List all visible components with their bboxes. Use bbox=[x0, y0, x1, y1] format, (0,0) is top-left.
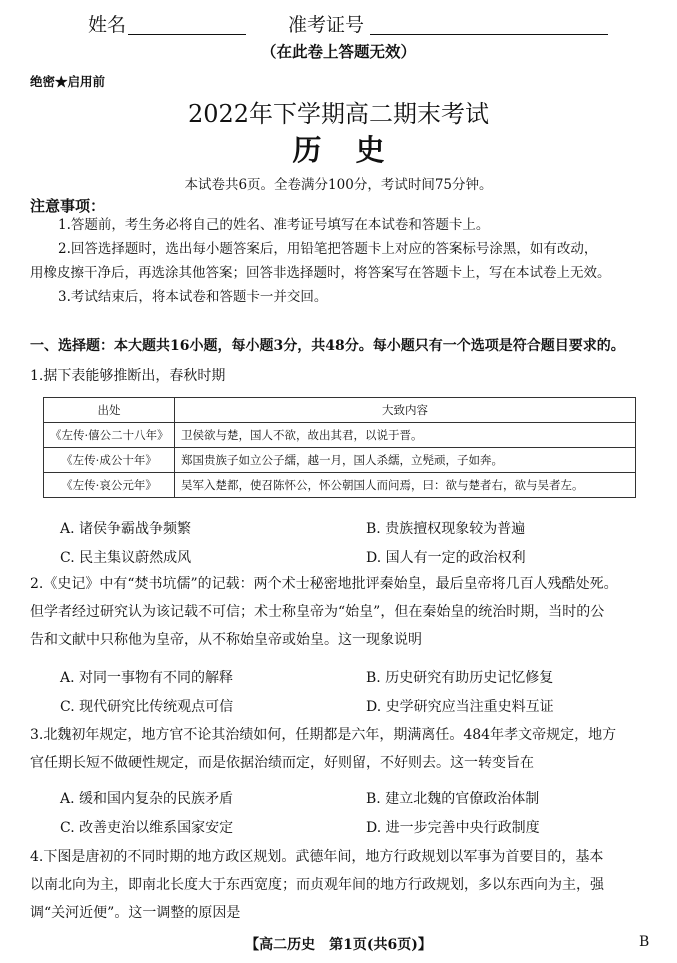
table-cell-source: 《左传·哀公元年》 bbox=[44, 473, 175, 498]
question-4-stem bbox=[30, 843, 658, 927]
note-text: 用橡皮擦干净后，再选涂其他答案；回答非选择题时，将答案写在答题卡上，写在本试卷上无效。 bbox=[30, 265, 611, 281]
table-cell-source: 《左传·僖公二十八年》 bbox=[44, 423, 175, 448]
section-heading: 一、选择题：本大题共16小题，每小题3分，共48分。每小题只有一个选项是符合题目要求的。 bbox=[30, 338, 625, 354]
q1-option-a: A. 诸侯争霸战争频繁 bbox=[60, 521, 192, 537]
table-header-content: 大致内容 bbox=[175, 398, 636, 423]
note-item bbox=[30, 238, 660, 260]
question-line: 3.北魏初年规定，地方官不论其治绩如何，任期都是六年，期满离任。484年孝文帝规定，地方 bbox=[30, 727, 617, 743]
question-line: 官任期长短不做硬性规定，而是依据治绩而定，好则留，不好则去。这一转变旨在 bbox=[30, 755, 534, 771]
q1-option-b: B. 贵族擅权现象较为普遍 bbox=[366, 521, 526, 537]
version-mark: B bbox=[639, 934, 650, 950]
table-cell-source: 《左传·成公十年》 bbox=[44, 448, 175, 473]
name-label: 姓名 bbox=[88, 14, 127, 36]
table-cell-content: 郑国贵族子如立公子繻，越一月，国人杀繻，立髡顽，子如奔。 bbox=[175, 448, 636, 473]
q2-option-b: B. 历史研究有助历史记忆修复 bbox=[366, 670, 554, 686]
note-text: 3.考试结束后，将本试卷和答题卡一并交回。 bbox=[58, 289, 328, 305]
table-header-source: 出处 bbox=[44, 398, 175, 423]
note-item bbox=[30, 214, 660, 236]
secret-mark: 绝密★启用前 bbox=[30, 74, 106, 89]
exam-id-label: 准考证号 bbox=[288, 14, 365, 36]
q3-option-a: A. 缓和国内复杂的民族矛盾 bbox=[60, 791, 234, 807]
q2-option-d: D. 史学研究应当注重史料互证 bbox=[366, 699, 554, 715]
question-3-stem bbox=[30, 721, 658, 777]
exam-id-blank bbox=[370, 34, 608, 35]
question-1-table bbox=[43, 397, 636, 498]
table-row bbox=[44, 473, 636, 498]
candidate-info-line bbox=[88, 10, 608, 38]
page-footer: 【高二历史 第1页(共6页)】 bbox=[245, 937, 432, 953]
table-row bbox=[44, 448, 636, 473]
note-text: 1.答题前，考生务必将自己的姓名、准考证号填写在本试卷和答题卡上。 bbox=[58, 217, 490, 233]
question-line: 调“关河近便”。这一调整的原因是 bbox=[30, 905, 241, 921]
table-cell-content: 吴军入楚都，使召陈怀公，怀公朝国人而问焉，曰：欲与楚者右，欲与吴者左。 bbox=[175, 473, 636, 498]
exam-title: 2022年下学期高二期末考试 bbox=[187, 100, 490, 128]
q3-option-d: D. 进一步完善中央行政制度 bbox=[366, 820, 540, 836]
q2-option-c: C. 现代研究比传统观点可信 bbox=[60, 699, 234, 715]
name-blank bbox=[128, 34, 246, 35]
table-row bbox=[44, 423, 636, 448]
q3-option-b: B. 建立北魏的官僚政治体制 bbox=[366, 791, 540, 807]
q1-option-c: C. 民主集议蔚然成风 bbox=[60, 550, 192, 566]
question-line: 2.《史记》中有“焚书坑儒”的记载：两个术士秘密地批评秦始皇，最后皇帝将几百人残酷处死。 bbox=[30, 576, 618, 592]
q2-option-a: A. 对同一事物有不同的解释 bbox=[60, 670, 234, 686]
question-line: 以南北向为主，即南北长度大于东西宽度；而贞观年间的地方行政规划，多以东西向为主，强 bbox=[30, 877, 604, 893]
question-line: 4.下图是唐初的不同时期的地方政区规划。武德年间，地方行政规划以军事为首要目的，基本 bbox=[30, 849, 604, 865]
q1-option-d: D. 国人有一定的政治权利 bbox=[366, 550, 526, 566]
subject-title: 历史 bbox=[292, 133, 419, 167]
table-header-row bbox=[44, 398, 636, 423]
question-1-stem: 1.据下表能够推断出，春秋时期 bbox=[30, 368, 226, 384]
question-line: 告和文献中只称他为皇帝，从不称始皇帝或始皇。这一现象说明 bbox=[30, 632, 422, 648]
note-item bbox=[30, 286, 660, 308]
exam-info: 本试卷共6页。全卷满分100分，考试时间75分钟。 bbox=[184, 177, 493, 193]
note-text: 2.回答选择题时，选出每小题答案后，用铅笔把答题卡上对应的答案标号涂黑，如有改动， bbox=[58, 241, 598, 257]
notes-title: 注意事项： bbox=[30, 197, 106, 215]
note-item bbox=[30, 262, 660, 284]
q3-option-c: C. 改善吏治以维系国家安定 bbox=[60, 820, 234, 836]
table-cell-content: 卫侯欲与楚，国人不欲，故出其君，以说于晋。 bbox=[175, 423, 636, 448]
question-2-stem bbox=[30, 570, 658, 654]
question-line: 但学者经过研究认为该记载不可信；术士称皇帝为“始皇”，但在秦始皇的统治时期，当时的公 bbox=[30, 604, 605, 620]
invalid-notice: （在此卷上答题无效） bbox=[260, 42, 416, 61]
